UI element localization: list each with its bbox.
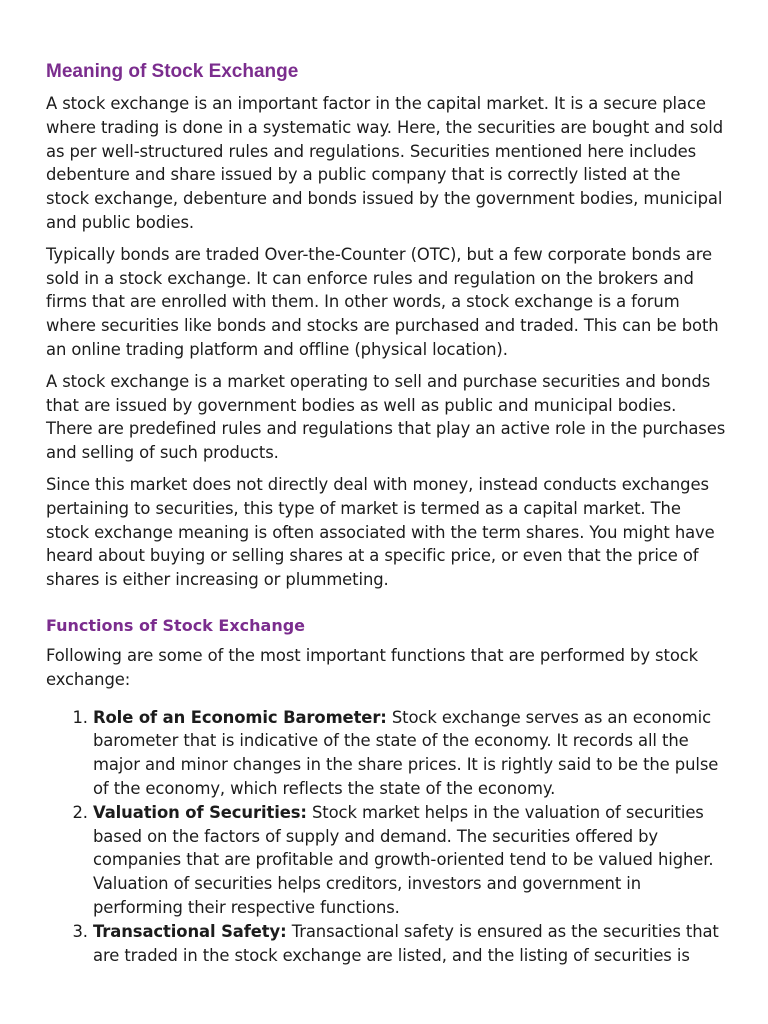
section-heading-meaning: Meaning of Stock Exchange (46, 61, 299, 82)
section-heading-functions: Functions of Stock Exchange (46, 615, 306, 635)
paragraph: Typically bonds are traded Over-the-Counter (OTC), but a few corporate bonds are sold in a stock exchange. It can enforce rules and regulation on the brokers and firms that are enrolled with them. In other words, a stock exchange is a forum where securities like bonds and stocks are purchased and traded. This can be both an online trading platform and offline (physical location). (46, 244, 719, 359)
paragraph: A stock exchange is a market operating to sell and purchase securities and bonds that are issued by government bodies as well as public and municipal bodies. There are predefined rules and regulations that play an active role in the purchases and selling of such products. (46, 371, 726, 463)
list-item-title: Role of an Economic Barometer: (93, 707, 387, 727)
functions-intro: Following are some of the most important functions that are performed by stock exchange: (46, 645, 699, 689)
list-item-text: Stock exchange serves as an economic barometer that is indicative of the state of the economy. It records all the major and minor changes in the share prices. It is rightly said to be the pulse of the economy, which reflects the state of the economy. (93, 707, 719, 798)
paragraph: A stock exchange is an important factor in the capital market. It is a secure place where trading is done in a systematic way. Here, the securities are bought and sold as per well-structured rules and regulations. Securities mentioned here includes debenture and share issued by a public company that is correctly listed at the stock exchange, debenture and bonds issued by the government bodies, municipal and public bodies. (46, 94, 724, 232)
document-page (46, 58, 726, 967)
list-item (93, 920, 726, 968)
list-item-text: Transactional safety is ensured as the securities that are traded in the stock exchange are listed, and the listing of securities is (93, 921, 719, 965)
list-item-title: Transactional Safety: (93, 921, 287, 941)
paragraph: Since this market does not directly deal with money, instead conducts exchanges pertaining to securities, this type of market is termed as a capital market. The stock exchange meaning is often associated with the term shares. You might have heard about buying or selling shares at a specific price, or even that the price of shares is either increasing or plummeting. (46, 474, 715, 590)
list-item (93, 706, 726, 801)
list-item-title: Valuation of Securities: (93, 802, 307, 822)
list-item (93, 801, 726, 920)
functions-list (46, 706, 726, 968)
list-item-text: Stock market helps in the valuation of securities based on the factors of supply and demand. The securities offered by companies that are profitable and growth-oriented tend to be valued higher. Valuation of securities helps creditors, investors and government in performing their respective functions. (93, 802, 714, 917)
